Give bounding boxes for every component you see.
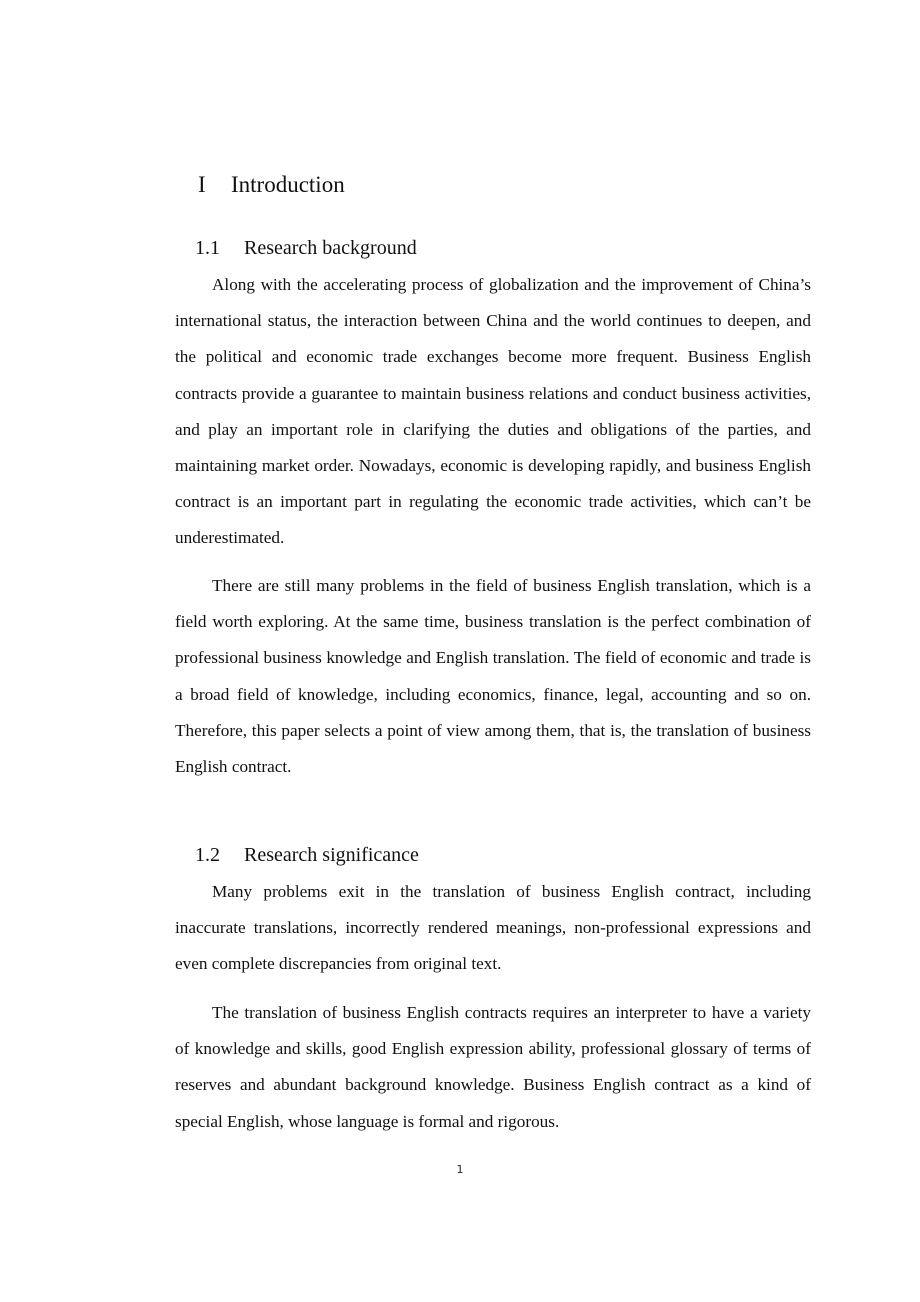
chapter-title: Introduction — [231, 172, 345, 197]
chapter-number: I — [198, 172, 206, 197]
section-number: 1.1 — [195, 237, 220, 259]
section-number: 1.2 — [195, 844, 220, 866]
paragraph: There are still many problems in the field of business English translation, which is a field worth exploring. At the same time, business translation is the perfect combination of professional business knowledge and English translation. The field of economic and trade is a broad field of knowledge, including economics, finance, legal, accounting and so on. Therefore, this paper selects a point of view among them, that is, the translation of business English contract. — [175, 576, 811, 777]
paragraph: The translation of business English contracts requires an interpreter to have a variety of knowledge and skills, good English expression ability, professional glossary of terms of reserves and abundant background knowledge. Business English contract as a kind of special English, whose language is formal and rigorous. — [175, 1003, 811, 1131]
section-title: Research significance — [244, 844, 419, 866]
paragraph: Many problems exit in the translation of business English contract, including inaccurate translations, incorrectly rendered meanings, non-professional expressions and even complete discrepancies from original text. — [175, 882, 811, 974]
section-title: Research background — [244, 237, 417, 259]
page-number: 1 — [456, 1163, 464, 1176]
paragraph: Along with the accelerating process of globalization and the improvement of China’s international status, the interaction between China and the world continues to deepen, and the political and economic trade exchanges become more frequent. Business English contracts provide a guarantee to maintain business relations and conduct business activities, and play an important role in clarifying the duties and obligations of the parties, and maintaining market order. Nowadays, economic is developing rapidly, and business English contract is an important part in regulating the economic trade activities, which can’t be underestimated. — [175, 275, 811, 548]
